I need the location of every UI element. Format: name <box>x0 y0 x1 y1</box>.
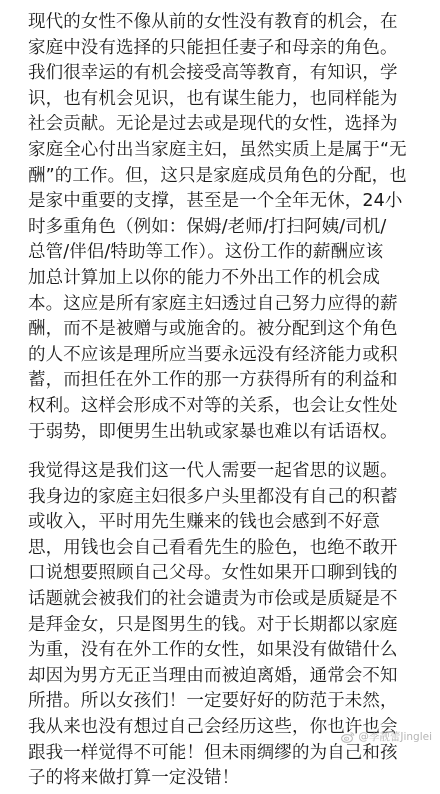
weibo-icon <box>341 731 355 743</box>
watermark <box>341 729 432 744</box>
text-line: 所措。所以女孩们！一定要好好的防范于未然， <box>28 691 398 712</box>
text-line: 本。这应是所有家庭主妇透过自己努力应得的薪 <box>28 293 398 314</box>
paragraph-1 <box>28 10 407 445</box>
text-line: 于弱势，即便男生出轨或家暴也难以有话语权。 <box>28 421 398 442</box>
text-line: 社会贡献。无论是过去或是现代的女性，选择为 <box>28 114 398 135</box>
text-line: 思，用钱也会自己看看先生的脸色，也绝不敢开 <box>28 537 398 558</box>
text-line: 酬”的工作。但，这只是家庭成员角色的分配，也 <box>28 165 407 186</box>
text-line: 权利。这样会形成不对等的关系，也会让女性处 <box>28 395 398 416</box>
text-line: 时多重角色（例如：保姆/老师/打扫阿姨/司机/ <box>28 216 387 237</box>
text-line: 话题就会被我们的社会谴责为市侩或是质疑是不 <box>28 588 398 609</box>
text-line: 我身边的家庭主妇很多户头里都没有自己的积蓄 <box>28 486 398 507</box>
text-line: 是拜金女，只是图男生的钱。对于长期都以家庭 <box>28 614 398 635</box>
text-line: 我觉得这是我们这一代人需要一起省思的议题。 <box>28 461 398 481</box>
text-line: 酬，而不是被赠与或施舍的。被分配到这个角色 <box>28 319 398 340</box>
text-line: 口说想要照顾自己父母。女性如果开口聊到钱的 <box>28 563 398 584</box>
text-line: 我们很幸运的有机会接受高等教育，有知识，学 <box>28 63 398 84</box>
text-line: 蓄，而担任在外工作的那一方获得所有的利益和 <box>28 370 398 391</box>
text-line: 我从来也没有想过自己会经历这些，你也许也会 <box>28 716 398 737</box>
text-line: 总管/伴侣/特助等工作）。这份工作的薪酬应该 <box>28 242 384 263</box>
text-line: 为重，没有在外工作的女性，如果没有做错什么 <box>28 640 398 661</box>
text-line: 家庭全心付出当家庭主妇，虽然实质上是属于“无 <box>28 139 407 160</box>
text-line: 或收入，平时用先生赚来的钱也会感到不好意 <box>28 512 380 533</box>
text-line: 却因为男方无正当理由而被迫离婚，通常会不知 <box>28 665 398 686</box>
text-line: 现代的女性不像从前的女性没有教育的机会，在 <box>28 12 398 32</box>
text-line: 是家中重要的支撑，甚至是一个全年无休，24小 <box>28 191 403 212</box>
text-line: 的人不应该是理所应当要永远没有经济能力或积 <box>28 344 398 365</box>
text-line: 加总计算加上以你的能力不外出工作的机会成 <box>28 267 380 288</box>
text-line: 子的将来做打算一定没错！ <box>28 768 240 789</box>
text-line: 跟我一样觉得不可能！但未雨绸缪的为自己和孩 <box>28 742 398 763</box>
text-line: 识，也有机会见识，也有谋生能力，也同样能为 <box>28 88 398 109</box>
text-line: 家庭中没有选择的只能担任妻子和母亲的角色。 <box>28 37 398 58</box>
watermark-text: @李靓蕾Jinglei <box>358 731 432 743</box>
